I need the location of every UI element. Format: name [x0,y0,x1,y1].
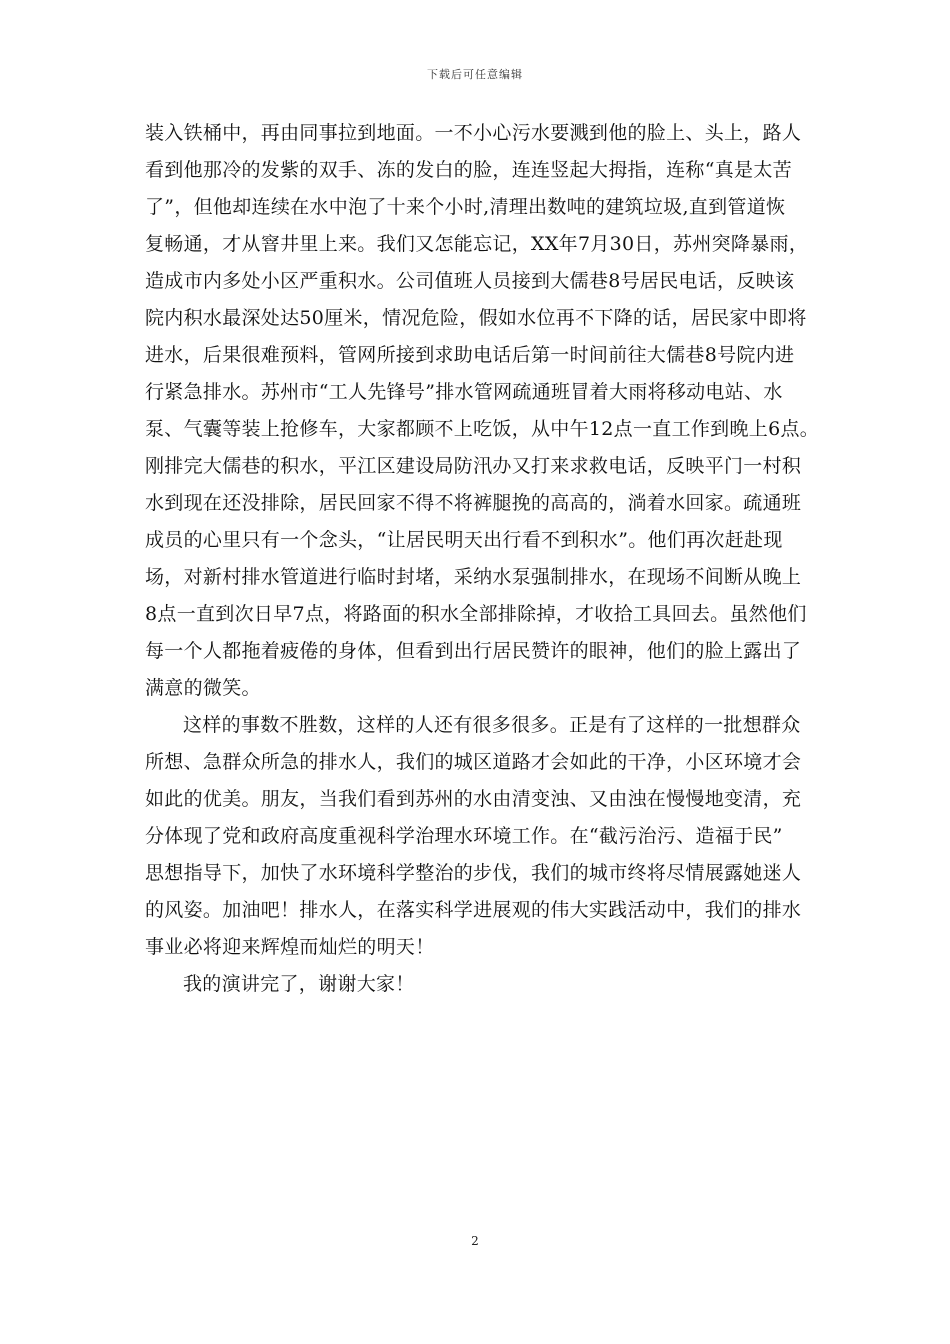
page-number: 2 [471,1234,479,1248]
text-line: 分体现了党和政府高度重视科学治理水环境工作。在“截污治污、造福于民” [145,825,783,847]
text-line: 行紧急排水。苏州市“工人先锋号”排水管网疏通班冒着大雨将移动电站、水 [145,381,783,403]
text-line: 满意的微笑。 [145,677,261,699]
text-line: 思想指导下，加快了水环境科学整治的步伐，我们的城市终将尽情展露她迷人 [145,862,802,884]
text-line: 每一个人都拖着疲倦的身体，但看到出行居民赞许的眼神，他们的脸上露出了 [145,640,802,662]
text-line: 造成市内多处小区严重积水。公司值班人员接到大儒巷8号居民电话，反映该 [145,270,795,292]
text-line: 泵、气囊等装上抢修车，大家都顾不上吃饭，从中午12点一直工作到晚上6点。 [145,418,820,440]
text-line: 所想、急群众所急的排水人，我们的城区道路才会如此的干净，小区环境才会 [145,751,802,773]
text-line: 如此的优美。朋友，当我们看到苏州的水由清变浊、又由浊在慢慢地变清，充 [145,788,802,810]
paragraph-start-line: 我的演讲完了，谢谢大家！ [183,973,415,995]
text-line: 成员的心里只有一个念头，“让居民明天出行看不到积水”。他们再次赶赴现 [145,529,783,551]
text-line: 水到现在还没排除，居民回家不得不将裤腿挽的高高的，淌着水回家。疏通班 [145,492,802,514]
text-line: 8点一直到次日早7点，将路面的积水全部排除掉，才收拾工具回去。虽然他们 [145,603,807,625]
text-line: 进水，后果很难预料，管网所接到求助电话后第一时间前往大儒巷8号院内进 [145,344,795,366]
text-line: 场，对新村排水管道进行临时封堵，采纳水泵强制排水，在现场不间断从晚上 [145,566,802,588]
text-line: 院内积水最深处达50厘米，情况危险，假如水位再不下降的话，居民家中即将 [145,307,807,329]
text-line: 刚排完大儒巷的积水，平江区建设局防汛办又打来求救电话，反映平门一村积 [145,455,802,477]
text-line: 了”，但他却连续在水中泡了十来个小时,清理出数吨的建筑垃圾,直到管道恢 [145,196,786,218]
header-note: 下载后可任意编辑 [427,68,523,81]
text-line: 看到他那冷的发紫的双手、冻的发白的脸，连连竖起大拇指，连称“真是太苦 [145,159,792,181]
text-line: 装入铁桶中，再由同事拉到地面。一不小心污水要溅到他的脸上、头上，路人 [145,122,802,144]
text-line: 的风姿。加油吧！排水人，在落实科学进展观的伟大实践活动中，我们的排水 [145,899,802,921]
paragraph-start-line: 这样的事数不胜数，这样的人还有很多很多。正是有了这样的一批想群众 [183,714,801,736]
text-line: 事业必将迎来辉煌而灿烂的明天！ [145,936,435,958]
text-line: 复畅通，才从窨井里上来。我们又怎能忘记，XX年7月30日，苏州突降暴雨， [145,233,809,255]
body-text [145,115,825,1003]
